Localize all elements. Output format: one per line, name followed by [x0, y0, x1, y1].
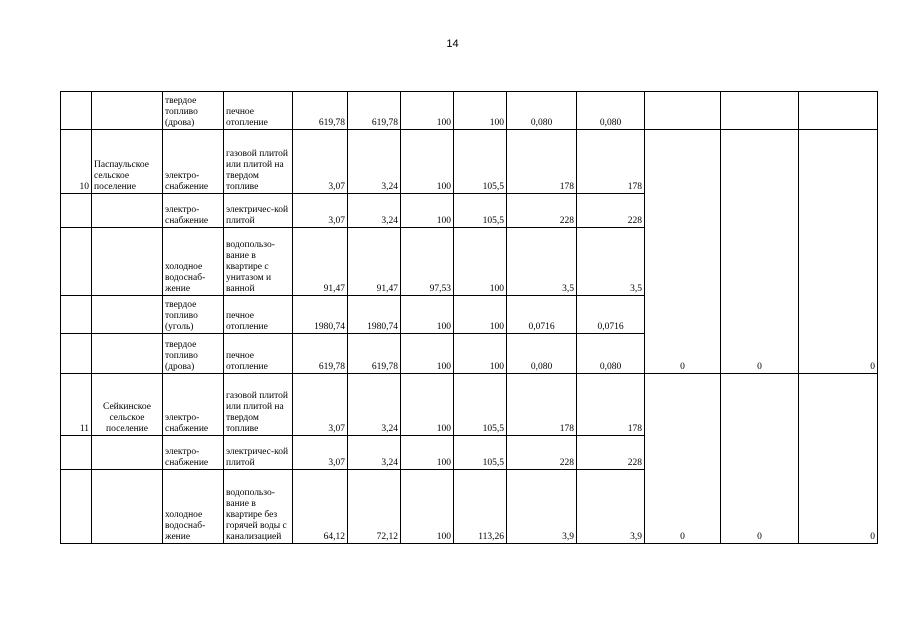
percent-1: 100: [401, 470, 454, 544]
tariff-value-2: 3,24: [348, 436, 401, 470]
service-type: печное отопление: [224, 92, 293, 130]
tariff-value-1: 619,78: [293, 334, 348, 374]
percent-1: 100: [401, 194, 454, 228]
empty-cell: [799, 92, 878, 130]
group-value-b: 0: [721, 374, 799, 544]
percent-1: 100: [401, 334, 454, 374]
group-value-a: 0: [645, 374, 721, 544]
percent-2: 105,5: [454, 374, 507, 436]
service-type: электричес-кой плитой: [224, 194, 293, 228]
norm-2: 0,080: [577, 92, 645, 130]
service-type: газовой плитой или плитой на твердом топливе: [224, 130, 293, 194]
percent-1: 100: [401, 436, 454, 470]
group-value-c: 0: [799, 130, 878, 374]
norm-1: 3,5: [507, 228, 577, 296]
row-number: [61, 436, 92, 470]
service-name: электро-снабжение: [163, 436, 224, 470]
settlement-name: [92, 296, 163, 334]
norm-1: 178: [507, 130, 577, 194]
settlement-name: [92, 470, 163, 544]
row-number: [61, 470, 92, 544]
norm-1: 0,080: [507, 92, 577, 130]
service-type: водопользо-вание в квартире без горячей воды с канализацией: [224, 470, 293, 544]
percent-1: 97,53: [401, 228, 454, 296]
tariff-value-1: 3,07: [293, 194, 348, 228]
tariff-value-1: 64,12: [293, 470, 348, 544]
tariff-value-1: 3,07: [293, 374, 348, 436]
norm-2: 178: [577, 130, 645, 194]
settlement-name: [92, 334, 163, 374]
service-type: газовой плитой или плитой на твердом топливе: [224, 374, 293, 436]
service-name: твердое топливо (дрова): [163, 92, 224, 130]
service-name: твердое топливо (дрова): [163, 334, 224, 374]
tariff-value-2: 1980,74: [348, 296, 401, 334]
norm-1: 3,9: [507, 470, 577, 544]
norm-2: 228: [577, 436, 645, 470]
percent-2: 105,5: [454, 436, 507, 470]
table-row: [61, 92, 878, 130]
tariff-value-2: 619,78: [348, 92, 401, 130]
empty-cell: [645, 92, 721, 130]
service-type: электричес-кой плитой: [224, 436, 293, 470]
percent-2: 100: [454, 296, 507, 334]
service-name: электро-снабжение: [163, 194, 224, 228]
settlement-name: [92, 92, 163, 130]
norm-1: 228: [507, 194, 577, 228]
group-value-a: 0: [645, 130, 721, 374]
group-value-c: 0: [799, 374, 878, 544]
norm-2: 0,080: [577, 334, 645, 374]
row-number: [61, 92, 92, 130]
tariff-value-1: 3,07: [293, 130, 348, 194]
tariff-value-1: 91,47: [293, 228, 348, 296]
tariff-value-1: 3,07: [293, 436, 348, 470]
norm-2: 0,0716: [577, 296, 645, 334]
service-name: холодное водоснаб-жение: [163, 228, 224, 296]
service-type: водопользо-вание в квартире с унитазом и ванной: [224, 228, 293, 296]
group-value-b: 0: [721, 130, 799, 374]
row-number: [61, 228, 92, 296]
table-row: [61, 374, 878, 436]
settlement-name: [92, 436, 163, 470]
settlement-name: Сейкинское сельское поселение: [92, 374, 163, 436]
service-name: электро-снабжение: [163, 374, 224, 436]
service-name: электро-снабжение: [163, 130, 224, 194]
row-number: [61, 334, 92, 374]
settlement-name: [92, 228, 163, 296]
tariff-value-1: 619,78: [293, 92, 348, 130]
percent-2: 113,26: [454, 470, 507, 544]
tariff-value-2: 3,24: [348, 130, 401, 194]
empty-cell: [721, 92, 799, 130]
norm-1: 0,0716: [507, 296, 577, 334]
row-number: [61, 296, 92, 334]
norm-1: 228: [507, 436, 577, 470]
norm-2: 3,9: [577, 470, 645, 544]
table-row: [61, 130, 878, 194]
row-number: [61, 194, 92, 228]
service-name: твердое топливо (уголь): [163, 296, 224, 334]
norm-2: 178: [577, 374, 645, 436]
tariff-value-1: 1980,74: [293, 296, 348, 334]
row-number: 11: [61, 374, 92, 436]
tariff-table: [60, 91, 878, 544]
percent-1: 100: [401, 296, 454, 334]
percent-2: 100: [454, 92, 507, 130]
service-name: холодное водоснаб-жение: [163, 470, 224, 544]
tariff-value-2: 72,12: [348, 470, 401, 544]
percent-2: 100: [454, 334, 507, 374]
percent-1: 100: [401, 130, 454, 194]
tariff-value-2: 3,24: [348, 374, 401, 436]
percent-1: 100: [401, 374, 454, 436]
percent-2: 105,5: [454, 130, 507, 194]
norm-1: 0,080: [507, 334, 577, 374]
settlement-name: Паспаульское сельское поселение: [92, 130, 163, 194]
norm-2: 228: [577, 194, 645, 228]
percent-2: 105,5: [454, 194, 507, 228]
settlement-name: [92, 194, 163, 228]
percent-2: 100: [454, 228, 507, 296]
tariff-value-2: 91,47: [348, 228, 401, 296]
tariff-value-2: 619,78: [348, 334, 401, 374]
percent-1: 100: [401, 92, 454, 130]
page-number: 14: [446, 38, 459, 50]
norm-1: 178: [507, 374, 577, 436]
norm-2: 3,5: [577, 228, 645, 296]
service-type: печное отопление: [224, 296, 293, 334]
tariff-value-2: 3,24: [348, 194, 401, 228]
service-type: печное отопление: [224, 334, 293, 374]
row-number: 10: [61, 130, 92, 194]
